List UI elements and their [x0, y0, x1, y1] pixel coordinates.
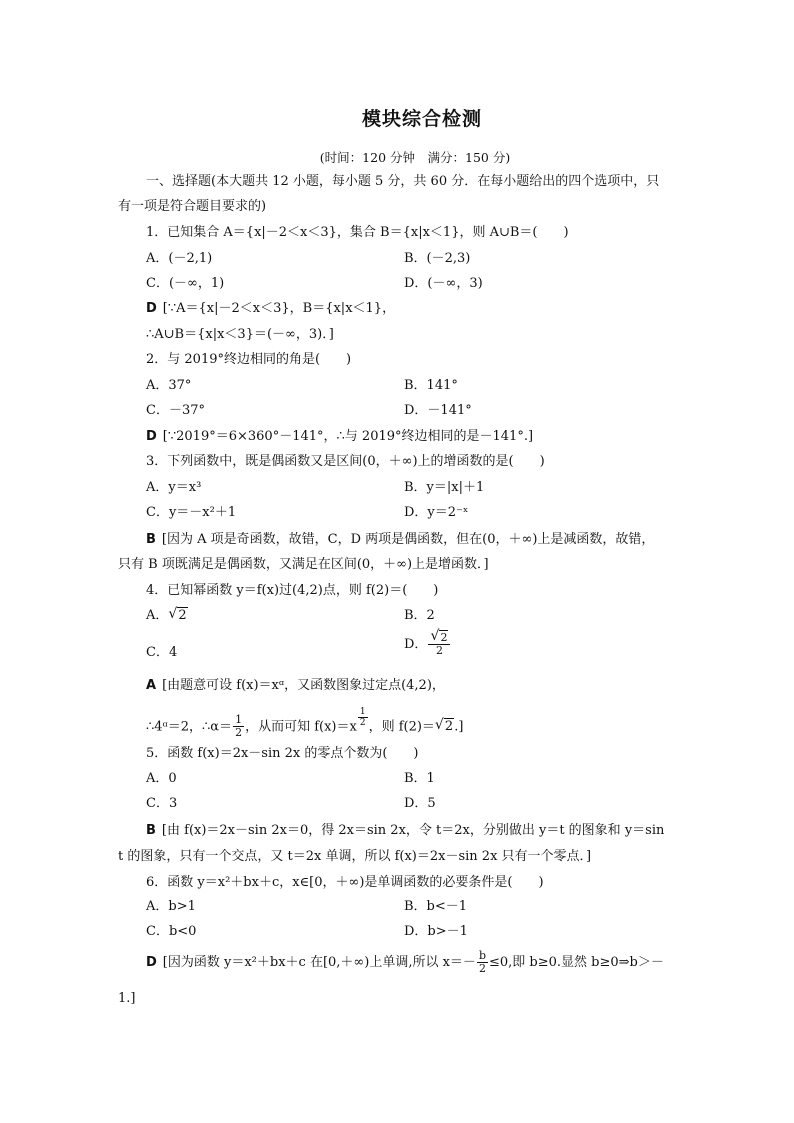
- question-4-option-a-prefix: A．: [146, 608, 169, 623]
- question-1-option-b: B．(－2,3): [404, 251, 471, 266]
- question-2-solution-line1: [∵2019°＝6×360°－141°，∴与 2019°终边相同的是－141°.]: [162, 429, 534, 444]
- sqrt-symbol: [430, 632, 448, 644]
- question-5-option-c: C．3: [146, 796, 178, 811]
- question-4-solution: [146, 677, 445, 695]
- solution-text: ，从而可知 f(x)＝x: [245, 719, 357, 735]
- question-5-solution: [146, 822, 664, 840]
- question-2-option-a: A．37°: [146, 378, 192, 393]
- question-2-solution: [146, 428, 533, 446]
- section-intro-line1: 一、选择题(本大题共 12 小题，每小题 5 分，共 60 分．在每小题给出的四个选项中，只: [146, 174, 660, 189]
- question-1-stem: 1．已知集合 A＝{x|－2＜x＜3}，集合 B＝{x|x＜1}，则 A∪B＝( ): [146, 225, 569, 240]
- solution-text: ∴4ᵅ＝2，∴α＝: [146, 719, 233, 735]
- question-5-answer: B: [146, 823, 156, 838]
- fraction: [233, 714, 244, 739]
- solution-text: ≤0,即 b≥0.显然 b≥0⇒b＞－: [488, 955, 664, 970]
- page-title: 模块综合检测: [361, 108, 482, 130]
- question-5-solution-line2: t 的图象，只有一个交点，又 t＝2x 单调，所以 f(x)＝2x－sin 2x 只有一个零点．]: [118, 849, 592, 864]
- question-5-solution-line1: [由 f(x)＝2x－sin 2x＝0，得 2x＝sin 2x，令 t＝2x，分别做出 y＝t 的图象和 y＝sin: [161, 823, 665, 838]
- exponent-fraction: [358, 707, 368, 728]
- question-2-option-d: D．－141°: [404, 403, 472, 418]
- fraction: [477, 950, 488, 975]
- solution-text: [因为函数 y＝x²＋bx＋c 在[0,＋∞)上单调,所以 x＝－: [162, 955, 476, 970]
- question-3-option-c: C．y＝－x²＋1: [146, 505, 237, 520]
- question-1-solution: [146, 300, 395, 318]
- question-6-option-a: A．b>1: [146, 899, 196, 914]
- question-4-option-c: C．4: [146, 645, 178, 660]
- question-4-option-b: B．2: [404, 608, 435, 623]
- question-3-solution-line1: [因为 A 项是奇函数，故错，C，D 两项是偶函数，但在(0，＋∞)上是减函数，故错，: [161, 532, 655, 547]
- question-4-option-a-radicand: 2: [178, 608, 187, 623]
- question-5-option-a: A．0: [146, 771, 177, 786]
- question-4-option-d-denominator: 2: [435, 644, 443, 657]
- question-4-option-d-prefix: D．: [404, 637, 428, 652]
- question-4-stem: 4．已知幂函数 y＝f(x)过(4,2)点，则 f(2)＝( ): [146, 583, 439, 598]
- question-6-answer: D: [146, 955, 157, 970]
- question-4-solution-line2: [146, 707, 463, 739]
- question-4-solution-line1: [由题意可设 f(x)＝xᵅ，又函数图象过定点(4,2)，: [162, 678, 445, 693]
- question-4-option-d: [404, 632, 451, 657]
- sqrt-symbol: [435, 720, 454, 734]
- question-3-stem: 3．下列函数中，既是偶函数又是区间(0，＋∞)上的增函数的是( ): [146, 454, 545, 469]
- question-3-option-d: D．y＝2⁻ˣ: [404, 505, 469, 520]
- fraction: [428, 632, 450, 657]
- question-3-solution: [146, 531, 654, 549]
- question-2-option-c: C．－37°: [146, 403, 205, 418]
- question-1-option-d: D．(－∞，3): [404, 276, 483, 291]
- fraction-denominator: 2: [359, 718, 366, 728]
- question-3-answer: B: [146, 532, 156, 547]
- section-intro-line2: 有一项是符合题目要求的): [118, 199, 267, 214]
- question-5-stem: 5．函数 f(x)＝2x－sin 2x 的零点个数为( ): [146, 746, 419, 761]
- question-3-option-b: B．y＝|x|＋1: [404, 480, 485, 495]
- fraction-numerator: [428, 632, 450, 645]
- question-6-stem: 6．函数 y＝x²＋bx＋c，x∈[0，＋∞)是单调函数的必要条件是( ): [146, 875, 544, 890]
- question-3-option-a: A．y＝x³: [146, 480, 202, 495]
- question-1-answer: D: [146, 301, 157, 316]
- fraction-denominator: 2: [478, 962, 486, 975]
- question-4-option-a: [146, 607, 188, 625]
- solution-text: .]: [454, 719, 464, 735]
- question-5-option-d: D．5: [404, 796, 436, 811]
- question-4-answer: A: [146, 678, 157, 693]
- question-2-answer: D: [146, 429, 157, 444]
- fraction-denominator: 2: [235, 726, 243, 740]
- question-6-option-b: B．b<－1: [404, 899, 468, 914]
- question-2-option-b: B．141°: [404, 378, 458, 393]
- solution-text: ，则 f(2)＝: [368, 719, 435, 735]
- question-6-option-c: C．b<0: [146, 924, 197, 939]
- question-1-solution-line1: [∵A＝{x|－2＜x＜3}，B＝{x|x＜1}，: [162, 301, 396, 316]
- sqrt-symbol: [168, 607, 187, 625]
- question-5-option-b: B．1: [404, 771, 435, 786]
- page-subtitle: (时间：120 分钟 满分：150 分): [319, 150, 511, 165]
- question-1-solution-line2: ∴A∪B＝{x|x＜3}＝(－∞，3)．]: [146, 327, 334, 342]
- question-1-option-c: C．(－∞，1): [146, 276, 225, 291]
- question-1-option-a: A．(－2,1): [146, 251, 213, 266]
- question-6-solution: [146, 950, 664, 975]
- question-3-solution-line2: 只有 B 项既满足是偶函数，又满足在区间(0，＋∞)上是增函数．]: [118, 557, 489, 572]
- fraction-numerator: 1: [235, 713, 243, 727]
- question-4-option-d-numerator: 2: [440, 631, 448, 644]
- question-6-solution-line2: 1.]: [118, 991, 136, 1006]
- question-6-option-d: D．b>－1: [404, 924, 468, 939]
- question-2-stem: 2．与 2019°终边相同的角是( ): [146, 352, 352, 367]
- fraction-numerator: b: [478, 949, 486, 962]
- fraction-numerator: 1: [359, 707, 366, 717]
- radicand: 2: [444, 719, 454, 735]
